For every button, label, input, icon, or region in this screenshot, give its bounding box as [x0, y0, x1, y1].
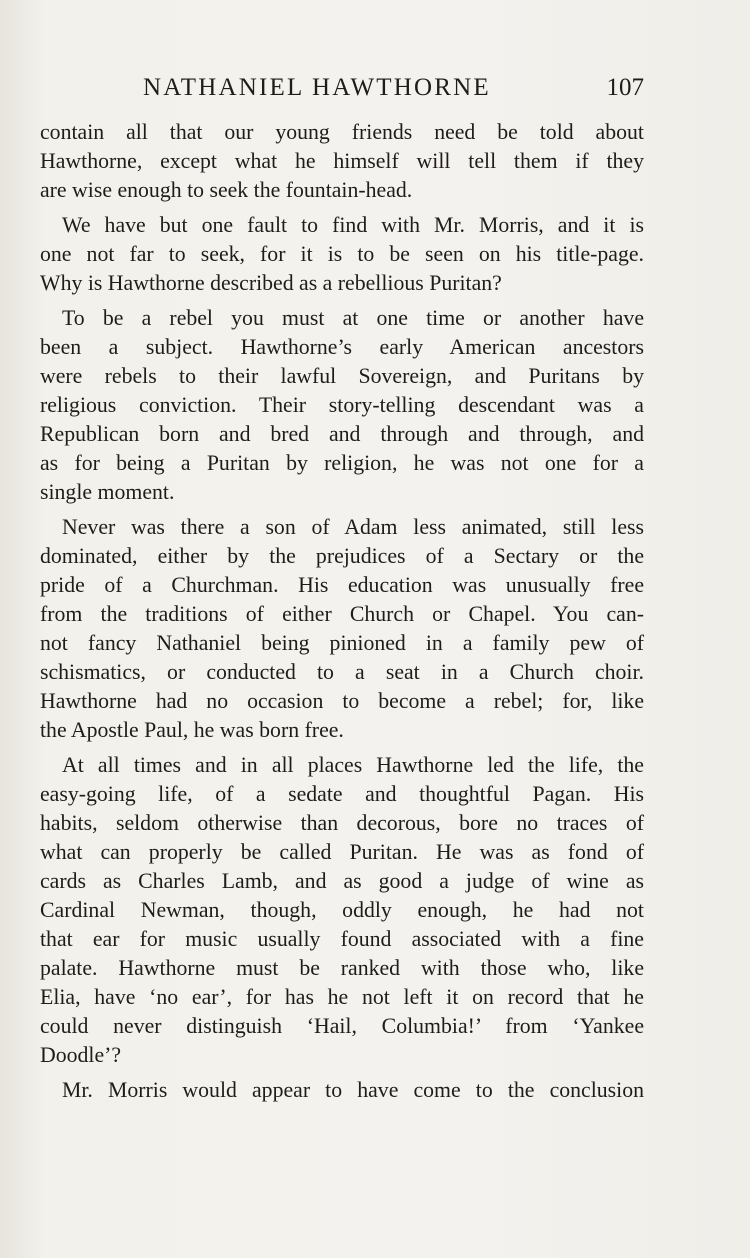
text-line: Hawthorne had no occasion to become a rebel; for, like	[40, 689, 644, 713]
text-line: Cardinal Newman, though, oddly enough, he had not	[40, 898, 644, 922]
text-line: At all times and in all places Hawthorne led the life, the	[62, 753, 644, 777]
text-line: Never was there a son of Adam less animated, still less	[62, 515, 644, 539]
text-line: easy-going life, of a sedate and thoughtful Pagan. His	[40, 782, 644, 806]
text-line: Doodle’?	[40, 1043, 122, 1067]
text-line: that ear for music usually found associated with a fine	[40, 927, 644, 951]
text-line: dominated, either by the prejudices of a Sectary or the	[40, 544, 644, 568]
text-line: We have but one fault to find with Mr. Morris, and it is	[62, 213, 644, 237]
text-line: were rebels to their lawful Sovereign, and Puritans by	[40, 364, 644, 388]
text-line: been a subject. Hawthorne’s early American ancestors	[40, 335, 644, 359]
text-line: could never distinguish ‘Hail, Columbia!’ from ‘Yankee	[40, 1014, 644, 1038]
text-line: as for being a Puritan by religion, he was not one for a	[40, 451, 644, 475]
paragraph	[40, 118, 644, 205]
text-line: contain all that our young friends need be told about	[40, 120, 644, 144]
paragraph	[40, 513, 644, 745]
text-line: single moment.	[40, 480, 175, 504]
text-line: are wise enough to seek the fountain-head.	[40, 178, 413, 202]
text-line: Mr. Morris would appear to have come to the conclusion	[62, 1078, 644, 1102]
running-header	[40, 70, 644, 110]
paragraph	[40, 751, 644, 1070]
text-line: Hawthorne, except what he himself will tell them if they	[40, 149, 644, 173]
text-line: the Apostle Paul, he was born free.	[40, 718, 344, 742]
text-line: cards as Charles Lamb, and as good a judge of wine as	[40, 869, 644, 893]
paragraph	[40, 1076, 644, 1105]
text-line: not fancy Nathaniel being pinioned in a family pew of	[40, 631, 644, 655]
running-title: NATHANIEL HAWTHORNE	[143, 74, 491, 101]
text-line: palate. Hawthorne must be ranked with those who, like	[40, 956, 644, 980]
text-line: Elia, have ‘no ear’, for has he not left it on record that he	[40, 985, 644, 1009]
page-number: 107	[606, 74, 644, 101]
paragraph	[40, 211, 644, 298]
paragraph	[40, 304, 644, 507]
text-line: schismatics, or conducted to a seat in a Church choir.	[40, 660, 644, 684]
text-line: Republican born and bred and through and through, and	[40, 422, 644, 446]
text-line: To be a rebel you must at one time or another have	[62, 306, 644, 330]
text-line: habits, seldom otherwise than decorous, bore no traces of	[40, 811, 644, 835]
text-line: what can properly be called Puritan. He was as fond of	[40, 840, 644, 864]
text-line: religious conviction. Their story-telling descendant was a	[40, 393, 644, 417]
body-text	[40, 118, 644, 1111]
text-line: Why is Hawthorne described as a rebellious Puritan?	[40, 271, 502, 295]
text-line: from the traditions of either Church or Chapel. You can-	[40, 602, 644, 626]
text-line: one not far to seek, for it is to be seen on his title-page.	[40, 242, 644, 266]
text-line: pride of a Churchman. His education was unusually free	[40, 573, 644, 597]
